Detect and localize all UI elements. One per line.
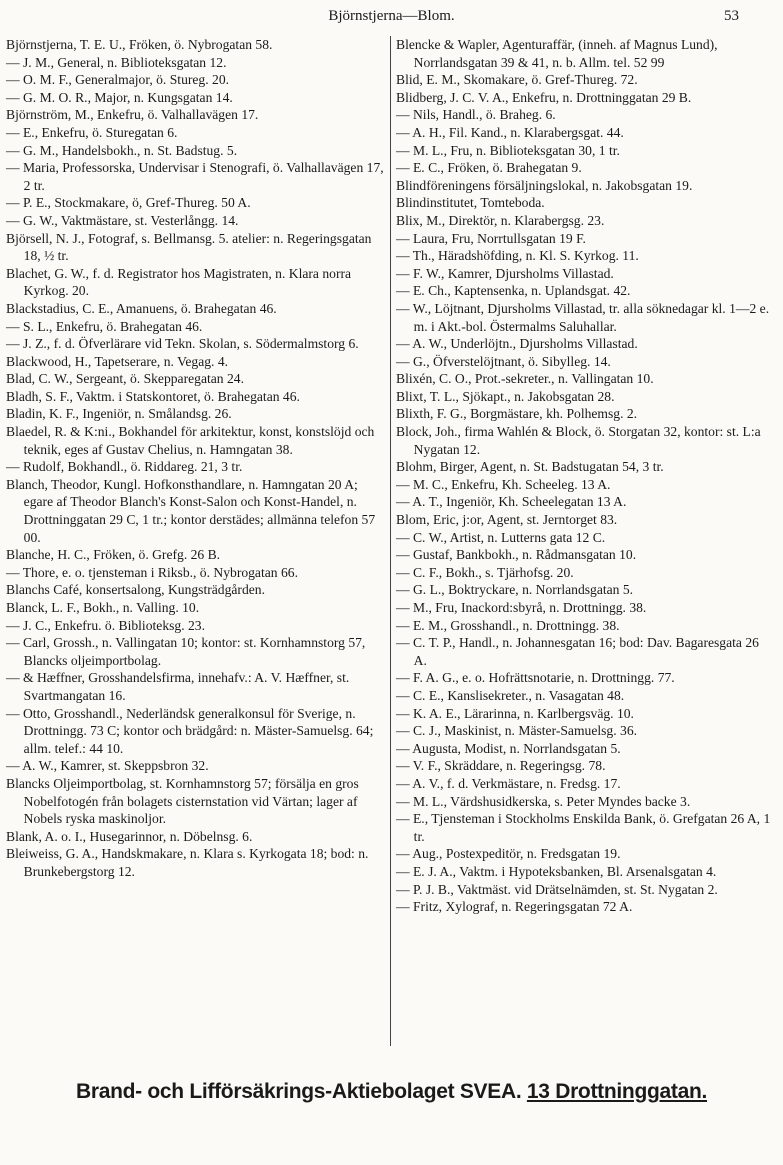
directory-entry: — & Hæffner, Grosshandelsfirma, innehafv.: A. V. Hæffner, st. Svartmangatan 16.: [6, 670, 350, 703]
page-header: [0, 8, 783, 32]
directory-entry: — C. W., Artist, n. Lutterns gata 12 C.: [396, 529, 606, 545]
footer-company: Brand- och Lifförsäkrings-Aktiebolaget SVEA.: [75, 1080, 522, 1103]
directory-entry: — C. F., Bokh., s. Tjärhofsg. 20.: [396, 564, 574, 580]
directory-entry: — J. M., General, n. Biblioteksgatan 12.: [6, 54, 227, 70]
directory-entry: — E. Ch., Kaptensenka, n. Uplandsgat. 42.: [396, 283, 631, 299]
directory-entry: Blad, C. W., Sergeant, ö. Skepparegatan 24.: [6, 371, 244, 387]
directory-entry: — V. F., Skräddare, n. Regeringsg. 78.: [396, 758, 606, 774]
directory-entry: Blanck, L. F., Bokh., n. Valling. 10.: [6, 600, 200, 615]
directory-entry: — A. W., Kamrer, st. Skeppsbron 32.: [6, 758, 209, 774]
directory-entry: — K. A. E., Lärarinna, n. Karlbergsväg. 10.: [396, 705, 634, 721]
directory-entry: Björnstjerna, T. E. U., Fröken, ö. Nybrogatan 58.: [6, 37, 273, 52]
directory-entry: Blixt, T. L., Sjökapt., n. Jakobsgatan 28.: [396, 388, 615, 404]
footer-address: 13 Drottninggatan.: [526, 1080, 708, 1103]
left-column: [6, 36, 388, 881]
directory-entry: — C. T. P., Handl., n. Johannesgatan 16; bod: Dav. Bagaresgata 26 A.: [396, 635, 759, 668]
directory-entry: — E. M., Grosshandl., n. Drottningg. 38.: [396, 617, 620, 633]
directory-entry: — Nils, Handl., ö. Braheg. 6.: [396, 107, 556, 123]
directory-entry: — Carl, Grossh., n. Vallingatan 10; kontor: st. Kornhamnstorg 57, Blancks oljeimportbolag.: [6, 635, 366, 668]
directory-entry: — M. L., Fru, n. Biblioteksgatan 30, 1 tr.: [396, 142, 620, 158]
directory-entry: — Fritz, Xylograf, n. Regeringsgatan 72 A.: [396, 899, 633, 915]
directory-entry: — E. J. A., Vaktm. i Hypoteksbanken, Bl. Arsenalsgatan 4.: [396, 863, 717, 879]
directory-entry: — A. V., f. d. Verkmästare, n. Fredsg. 17.: [396, 775, 621, 791]
directory-entry: — A. W., Underlöjtn., Djursholms Villastad.: [396, 336, 638, 352]
directory-entry: Bleiweiss, G. A., Handskmakare, n. Klara s. Kyrkogata 18; bod: n. Brunkebergstorg 12.: [6, 846, 369, 879]
directory-entry: Blidberg, J. C. V. A., Enkefru, n. Drottninggatan 29 B.: [396, 89, 692, 105]
directory-entry: — C. J., Maskinist, n. Mäster-Samuelsg. 36.: [396, 723, 638, 739]
directory-entry: Björnström, M., Enkefru, ö. Valhallavägen 17.: [6, 107, 259, 123]
directory-entry: — O. M. F., Generalmajor, ö. Stureg. 20.: [6, 72, 230, 88]
page-number: 53: [724, 8, 739, 24]
directory-entry: — E. C., Fröken, ö. Brahegatan 9.: [396, 160, 582, 176]
directory-entry: Blanchs Café, konsertsalong, Kungsträdgården.: [6, 582, 265, 598]
directory-entry: — G., Öfverstelöjtnant, ö. Sibylleg. 14.: [396, 353, 611, 369]
directory-entry: — Laura, Fru, Norrtullsgatan 19 F.: [396, 230, 586, 246]
directory-entry: — J. Z., f. d. Öfverlärare vid Tekn. Skolan, s. Södermalmstorg 6.: [6, 336, 359, 352]
directory-entry: — A. T., Ingeniör, Kh. Scheelegatan 13 A.: [396, 494, 627, 510]
column-divider: [390, 36, 391, 1046]
directory-entry: Blackstadius, C. E., Amanuens, ö. Brahegatan 46.: [6, 300, 277, 316]
directory-entry: Blohm, Birger, Agent, n. St. Badstugatan 54, 3 tr.: [396, 459, 664, 475]
directory-entry: — G. M. O. R., Major, n. Kungsgatan 14.: [6, 89, 233, 105]
advertisement-footer: [0, 1080, 783, 1104]
directory-entry: — Rudolf, Bokhandl., ö. Riddareg. 21, 3 tr.: [6, 459, 243, 475]
directory-entry: Blancks Oljeimportbolag, st. Kornhamnstorg 57; försälja en gros Nobelfotogén från bolagets cisternstation vid Värtan; lager af Nobels ryska maskinoljor.: [6, 775, 359, 827]
directory-entry: Blachet, G. W., f. d. Registrator hos Magistraten, n. Klara norra Kyrkog. 20.: [6, 265, 352, 299]
directory-entry: — C. E., Kanslisekreter., n. Vasagatan 48.: [396, 687, 625, 703]
directory-entry: Blanch, Theodor, Kungl. Hofkonsthandlare, n. Hamngatan 20 A; egare af Theodor Blanch's Konst-Salon och Konst-Handel, n. Drottninggatan 29 C, 1 tr.; kontor derstädes; allmänna telefon 57 00.: [6, 476, 376, 545]
directory-entry: Blid, E. M., Skomakare, ö. Gref-Thureg. 72.: [396, 72, 638, 88]
running-title: Björnstjerna—Blom.: [328, 8, 455, 24]
directory-entry: — Aug., Postexpeditör, n. Fredsgatan 19.: [396, 846, 621, 862]
directory-entry: — M. C., Enkefru, Kh. Scheeleg. 13 A.: [396, 476, 611, 492]
directory-entry: — G. M., Handelsbokh., n. St. Badstug. 5.: [6, 142, 238, 158]
directory-entry: — E., Tjensteman i Stockholms Enskilda Bank, ö. Grefgatan 26 A, 1 tr.: [396, 811, 771, 844]
directory-entry: — P. J. B., Vaktmäst. vid Drätselnämden, st. St. Nygatan 2.: [396, 881, 718, 897]
directory-entry: — Otto, Grosshandl., Nederländsk generalkonsul för Sverige, n. Drottningg. 73 C; kontor och brädgård: n. Mäster-Samuelsg. 64; allm. telef.: 44 10.: [6, 705, 374, 756]
directory-entry: Bladh, S. F., Vaktm. i Statskontoret, ö. Brahegatan 46.: [6, 388, 300, 404]
directory-entry: — P. E., Stockmakare, ö, Gref-Thureg. 50 A.: [6, 195, 251, 211]
directory-entry: Blix, M., Direktör, n. Klarabergsg. 23.: [396, 212, 605, 228]
directory-entry: — G. L., Boktryckare, n. Norrlandsgatan 5.: [396, 582, 634, 598]
directory-entry: Blaedel, R. & K:ni., Bokhandel för arkitektur, konst, konstslöjd och teknik, eges af Gustav Chelius, n. Hamngatan 38.: [6, 424, 375, 457]
directory-entry: — M., Fru, Inackord:sbyrå, n. Drottningg. 38.: [396, 600, 647, 615]
directory-entry: — A. H., Fil. Kand., n. Klarabergsgat. 44.: [396, 124, 624, 140]
directory-entry: — W., Löjtnant, Djursholms Villastad, tr. alla söknedagar kl. 1—2 e. m. i Akt.-bol. Östermalms Saluhallar.: [396, 300, 770, 334]
directory-entry: Blom, Eric, j:or, Agent, st. Jerntorget 83.: [396, 512, 618, 528]
directory-entry: — F. A. G., e. o. Hofrättsnotarie, n. Drottningg. 77.: [396, 670, 675, 686]
directory-entry: — Thore, e. o. tjensteman i Riksb., ö. Nybrogatan 66.: [6, 564, 298, 580]
directory-entry: — J. C., Enkefru. ö. Biblioteksg. 23.: [6, 617, 205, 633]
directory-entry: — Augusta, Modist, n. Norrlandsgatan 5.: [396, 740, 621, 756]
directory-entry: Blackwood, H., Tapetserare, n. Vegag. 4.: [6, 353, 229, 369]
directory-entry: Blindinstitutet, Tomteboda.: [396, 195, 545, 211]
directory-entry: Blixth, F. G., Borgmästare, kh. Polhemsg. 2.: [396, 406, 638, 422]
directory-entry: — M. L., Värdshusidkerska, s. Peter Myndes backe 3.: [396, 793, 691, 809]
directory-entry: Blindföreningens försäljningslokal, n. Jakobsgatan 19.: [396, 177, 693, 193]
directory-entry: Blanche, H. C., Fröken, ö. Grefg. 26 B.: [6, 547, 221, 563]
directory-entry: — Th., Häradshöfding, n. Kl. S. Kyrkog. 11.: [396, 248, 639, 264]
directory-entry: Björsell, N. J., Fotograf, s. Bellmansg. 5. atelier: n. Regeringsgatan 18, ½ tr.: [6, 230, 372, 264]
directory-entry: — Gustaf, Bankbokh., n. Rådmansgatan 10.: [396, 547, 637, 563]
directory-entry: — S. L., Enkefru, ö. Brahegatan 46.: [6, 318, 203, 334]
directory-entry: Blank, A. o. I., Husegarinnor, n. Döbelnsg. 6.: [6, 828, 253, 844]
directory-entry: — Maria, Professorska, Undervisar i Stenografi, ö. Valhallavägen 17, 2 tr.: [6, 160, 384, 193]
directory-entry: — G. W., Vaktmästare, st. Vesterlångg. 14.: [6, 212, 239, 228]
directory-entry: Blencke & Wapler, Agenturaffär, (inneh. af Magnus Lund), Norrlandsgatan 39 & 41, n. b. Allm. tel. 52 99: [396, 37, 718, 70]
right-column: [396, 36, 774, 916]
directory-entry: Bladin, K. F., Ingeniör, n. Smålandsg. 26.: [6, 406, 232, 422]
directory-entry: Block, Joh., firma Wahlén & Block, ö. Storgatan 32, kontor: st. L:a Nygatan 12.: [396, 424, 761, 457]
directory-entry: — E., Enkefru, ö. Sturegatan 6.: [6, 124, 178, 140]
directory-entry: — F. W., Kamrer, Djursholms Villastad.: [396, 265, 614, 281]
directory-entry: Blixén, C. O., Prot.-sekreter., n. Vallingatan 10.: [396, 371, 654, 387]
